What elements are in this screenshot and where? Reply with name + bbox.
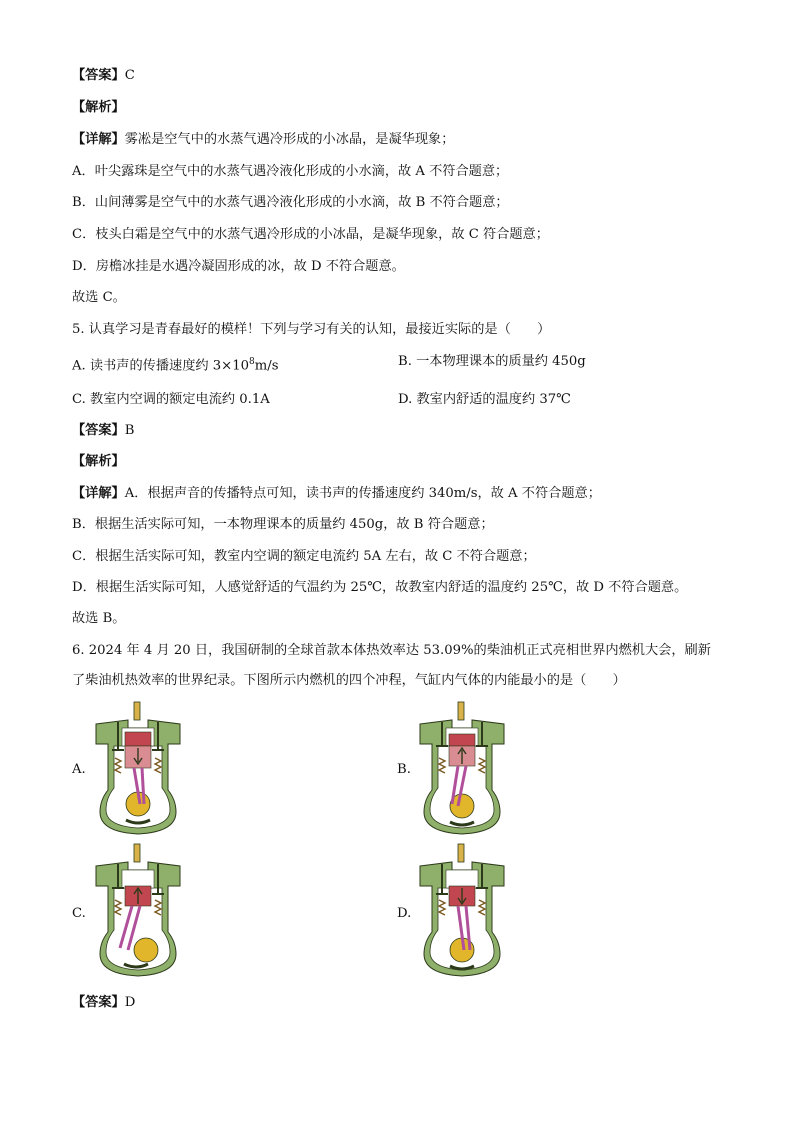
answer-tag: 【答案】 (72, 68, 125, 83)
answer-value: B (124, 423, 135, 438)
conclusion-line: 故选 B。 (72, 611, 126, 626)
engine-diagram-a (88, 700, 188, 835)
option-c: C. 教室内空调的额定电流约 0.1A (72, 392, 270, 407)
engine-label-c: C. (72, 906, 86, 921)
detail-line (72, 130, 454, 150)
explanation-line: B．根据生活实际可知，一本物理课本的质量约 450g，故 B 符合题意； (72, 517, 494, 532)
option-a (72, 352, 278, 376)
detail-tag: 【详解】 (72, 132, 125, 147)
engine-c-body-icon (96, 844, 180, 976)
explanation-line: C．枝头白霜是空气中的水蒸气遇冷形成的小冰晶，是凝华现象，故 C 符合题意； (72, 227, 549, 242)
analysis-tag: 【解析】 (72, 454, 125, 469)
option-a-exponent: 8 (249, 357, 255, 367)
option-a-unit: m/s (254, 358, 279, 374)
engine-label-d: D. (397, 906, 412, 921)
detail-line (72, 484, 601, 504)
explanation-line: B．山间薄雾是空气中的水蒸气遇冷液化形成的小水滴，故 B 不符合题意； (72, 195, 509, 210)
answer-line (72, 993, 135, 1013)
explanation-line: C．根据生活实际可知，教室内空调的额定电流约 5A 左右，故 C 不符合题意； (72, 549, 536, 564)
option-d: D. 教室内舒适的温度约 37℃ (398, 392, 571, 407)
answer-value: C (124, 68, 135, 83)
option-b: B. 一本物理课本的质量约 450g (398, 354, 586, 369)
analysis-tag: 【解析】 (72, 100, 125, 115)
option-a-text: A. 读书声的传播速度约 3×10 (72, 358, 250, 374)
answer-value: D (124, 995, 136, 1010)
engine-diagram-d (412, 842, 512, 977)
engine-diagram-c (88, 842, 188, 977)
answer-tag: 【答案】 (72, 995, 125, 1010)
question-5-stem: 5. 认真学习是青春最好的模样！下列与学习有关的认知，最接近实际的是（ ） (72, 322, 551, 337)
engine-diagram-b (412, 700, 512, 835)
answer-tag: 【答案】 (72, 423, 125, 438)
detail-text: 雾凇是空气中的水蒸气遇冷形成的小冰晶，是凝华现象； (124, 132, 455, 147)
question-6-stem-line-1: 6. 2024 年 4 月 20 日，我国研制的全球首款本体热效率达 53.09%的柴油机正式亮相世界内燃机大会，刷新 (72, 643, 711, 658)
engine-a-body-icon (96, 702, 180, 834)
explanation-line: A．叶尖露珠是空气中的水蒸气遇冷液化形成的小水滴，故 A 不符合题意； (72, 164, 509, 179)
engine-b-body-icon (420, 702, 504, 834)
explanation-line: D．房檐冰挂是水遇冷凝固形成的冰，故 D 不符合题意。 (72, 259, 405, 274)
engine-d-body-icon (420, 844, 504, 976)
explanation-line: D．根据生活实际可知，人感觉舒适的气温约为 25℃，故教室内舒适的温度约 25℃，故 D 不符合题意。 (72, 580, 688, 595)
engine-label-b: B. (397, 762, 411, 777)
answer-line (72, 66, 135, 86)
answer-line (72, 421, 134, 441)
detail-text: A．根据声音的传播特点可知，读书声的传播速度约 340m/s，故 A 不符合题意； (124, 486, 601, 501)
engine-label-a: A. (72, 762, 86, 777)
question-6-stem-line-2: 了柴油机热效率的世界纪录。下图所示内燃机的四个冲程，气缸内气体的内能最小的是（ ） (72, 673, 626, 688)
detail-tag: 【详解】 (72, 486, 125, 501)
conclusion-line: 故选 C。 (72, 290, 126, 305)
